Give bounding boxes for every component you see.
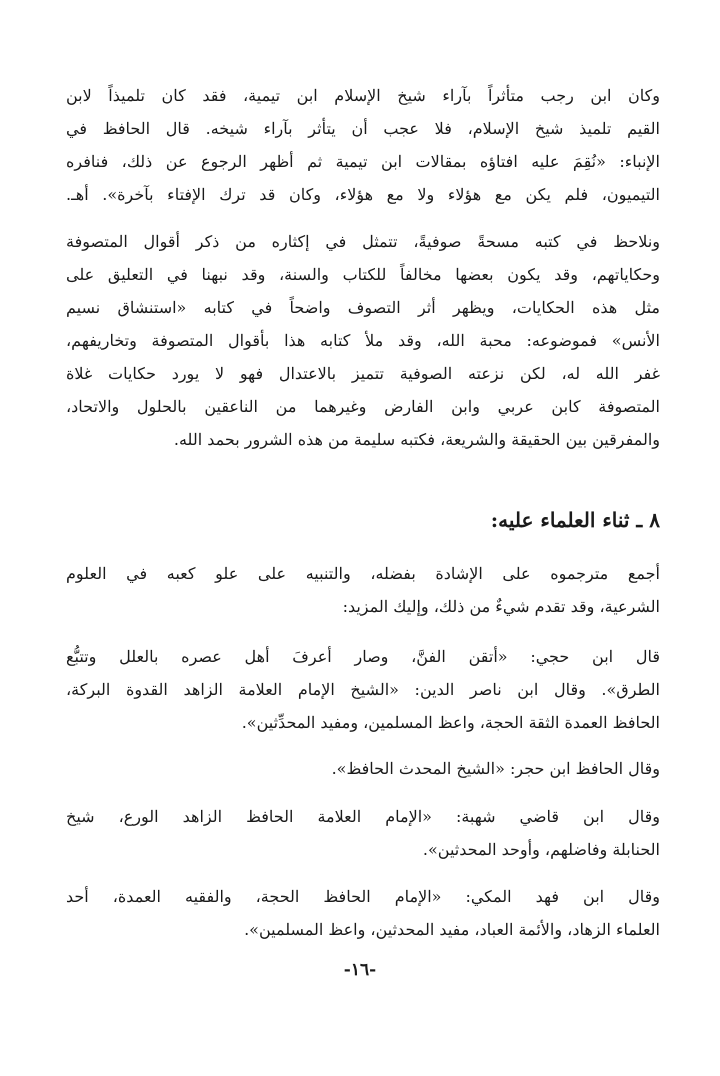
quote-ibn-hijji <box>66 640 660 739</box>
text-line: ونلاحظ في كتبه مسحةً صوفيةً، تتمثل في إكثاره من ذكر أقوال المتصوفة <box>66 232 660 251</box>
text-line: المتصوفة كابن عربي وابن الفارض وغيرهما من الناعقين بالحلول والاتحاد، <box>66 397 660 416</box>
text-line: وقال الحافظ ابن حجر: «الشيخ المحدث الحافظ». <box>331 759 660 778</box>
text-line: الطرق». وقال ابن ناصر الدين: «الشيخ الإمام العلامة الزاهد القدوة البركة، <box>66 680 660 699</box>
text-line: الحنابلة وفاضلهم، وأوحد المحدثين». <box>422 840 660 859</box>
quote-ibn-hajar <box>66 752 660 785</box>
section-heading: ٨ ـ ثناء العلماء عليه: <box>490 508 660 532</box>
text-line: التيميون، فلم يكن مع هؤلاء ولا مع هؤلاء، وكان قد ترك الإفتاء بآخرة». أهـ. <box>66 185 660 204</box>
quote-ibn-qadi-shuhba <box>66 800 660 866</box>
text-line: مثل هذه الحكايات، ويظهر أثر التصوف واضحاً في كتابه «استنشاق نسيم <box>66 298 660 317</box>
text-line: الأنس» فموضوعه: محبة الله، وقد ملأ كتابه هذا بأقوال المتصوفة وتخاريفهم، <box>66 331 660 350</box>
text-line: غفر الله له، لكن نزعته الصوفية تتميز بالاعتدال فهو لا يورد حكايات غلاة <box>66 364 660 383</box>
text-line: وقال ابن قاضي شهبة: «الإمام العلامة الحافظ الزاهد الورع، شيخ <box>66 807 660 826</box>
text-line: أجمع مترجموه على الإشادة بفضله، والتنبيه على علو كعبه في العلوم <box>66 564 660 583</box>
page-number: -١٦- <box>343 960 377 980</box>
text-line: وقال ابن فهد المكي: «الإمام الحافظ الحجة، والفقيه العمدة، أحد <box>66 887 660 906</box>
text-line: العلماء الزهاد، والأئمة العباد، مفيد المحدثين، واعظ المسلمين». <box>244 920 660 939</box>
text-line: والمفرقين بين الحقيقة والشريعة، فكتبه سليمة من هذه الشرور بحمد الله. <box>173 430 660 449</box>
text-line: الإنباء: «نُقِمَ عليه افتاؤه بمقالات ابن تيمية ثم أظهر الرجوع عن ذلك، فنافره <box>66 152 660 171</box>
paragraph-ibn-rajab-influence <box>66 79 660 211</box>
text-line: الحافظ العمدة الثقة الحجة، واعظ المسلمين، ومفيد المحدِّثين». <box>241 713 660 732</box>
text-line: وحكاياتهم، وقد يكون بعضها مخالفاً للكتاب والسنة، وقد نبهنا في التعليق على <box>66 265 660 284</box>
text-line: الشرعية، وقد تقدم شيءٌ من ذلك، وإليك المزيد: <box>342 597 660 616</box>
quote-ibn-fahd <box>66 880 660 946</box>
text-line: القيم تلميذ شيخ الإسلام، فلا عجب أن يتأثر بآراء شيخه. قال الحافظ في <box>66 119 660 138</box>
text-line: وكان ابن رجب متأثراً بآراء شيخ الإسلام ابن تيمية، فقد كان تلميذاً لابن <box>66 86 660 105</box>
paragraph-consensus <box>66 557 660 623</box>
paragraph-sufi-tendency <box>66 225 660 456</box>
text-line: قال ابن حجي: «أتقن الفنَّ، وصار أعرفَ أهل عصره بالعلل وتتبُّع <box>66 647 660 666</box>
